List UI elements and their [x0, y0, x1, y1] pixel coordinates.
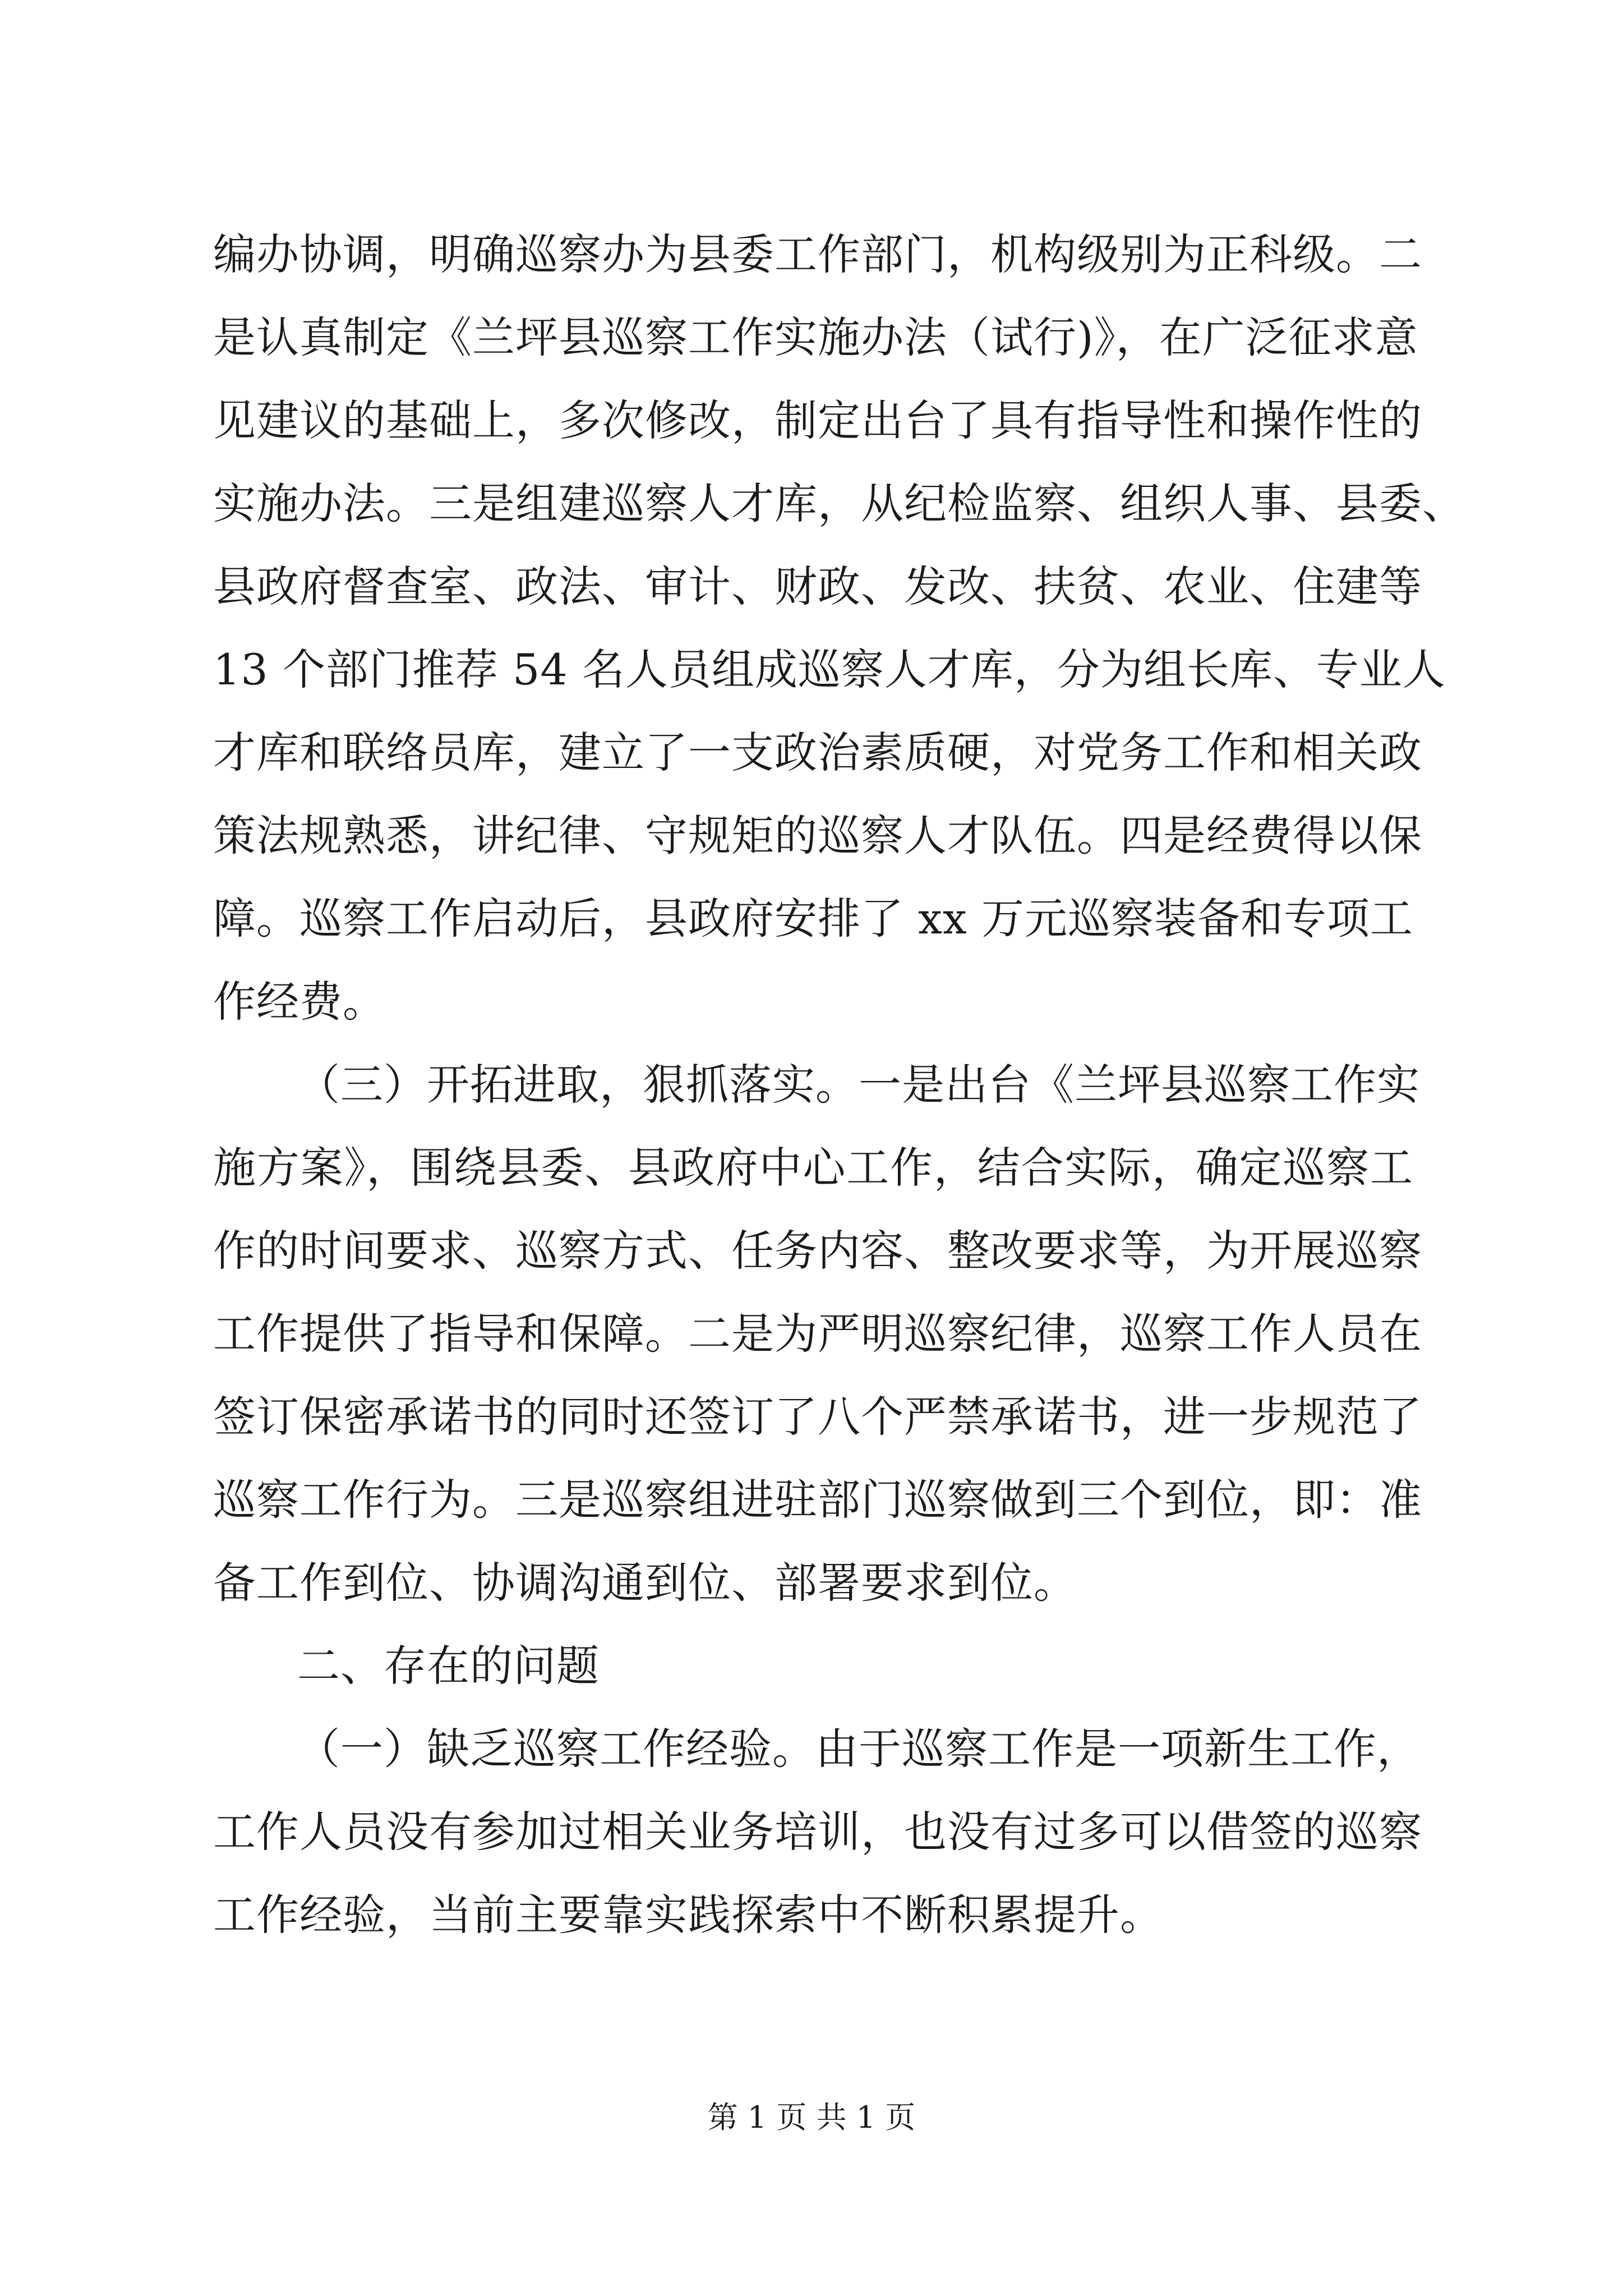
paragraph-first-line: （一）缺乏巡察工作经验。由于巡察工作是一项新生工作，: [297, 1724, 1420, 1774]
text-line: 备工作到位、协调沟通到位、部署要求到位。: [213, 1558, 1077, 1608]
body-text: [213, 213, 1465, 1957]
text-line: 障。巡察工作启动后，县政府安排了 xx 万元巡察装备和专项工: [213, 894, 1414, 944]
text-line: 作经费。: [213, 977, 386, 1027]
text-line: 13 个部门推荐 54 名人员组成巡察人才库，分为组长库、专业人: [213, 645, 1446, 694]
text-line: 工作经验，当前主要靠实践探索中不断积累提升。: [213, 1890, 1163, 1940]
text-line: 编办协调，明确巡察办为县委工作部门，机构级别为正科级。二: [213, 229, 1422, 279]
text-line: 施方案》，围绕县委、县政府中心工作，结合实际，确定巡察工: [213, 1143, 1413, 1193]
text-line: 作的时间要求、巡察方式、任务内容、整改要求等，为开展巡察: [213, 1226, 1422, 1276]
text-line: 见建议的基础上，多次修改，制定出台了具有指导性和操作性的: [213, 395, 1422, 445]
text-line: 才库和联络员库，建立了一支政治素质硬，对党务工作和相关政: [213, 728, 1422, 777]
section-heading: 二、存在的问题: [297, 1641, 600, 1691]
text-line: 县政府督查室、政法、审计、财政、发改、扶贫、农业、住建等: [213, 562, 1422, 611]
text-line: 巡察工作行为。三是巡察组进驻部门巡察做到三个到位，即：准: [213, 1475, 1422, 1525]
text-line: 工作人员没有参加过相关业务培训，也没有过多可以借签的巡察: [213, 1807, 1422, 1857]
text-line: 实施办法。三是组建巡察人才库，从纪检监察、组织人事、县委、: [213, 478, 1465, 528]
text-line: 是认真制定《兰坪县巡察工作实施办法（试行)》，在广泛征求意: [213, 312, 1418, 362]
paragraph-first-line: （三）开拓进取，狠抓落实。一是出台《兰坪县巡察工作实: [297, 1060, 1420, 1110]
page-number: 第 1 页 共 1 页: [707, 2100, 916, 2135]
text-line: 签订保密承诺书的同时还签订了八个严禁承诺书，进一步规范了: [213, 1392, 1422, 1442]
text-line: 工作提供了指导和保障。二是为严明巡察纪律，巡察工作人员在: [213, 1309, 1422, 1359]
text-line: 策法规熟悉，讲纪律、守规矩的巡察人才队伍。四是经费得以保: [213, 811, 1422, 861]
